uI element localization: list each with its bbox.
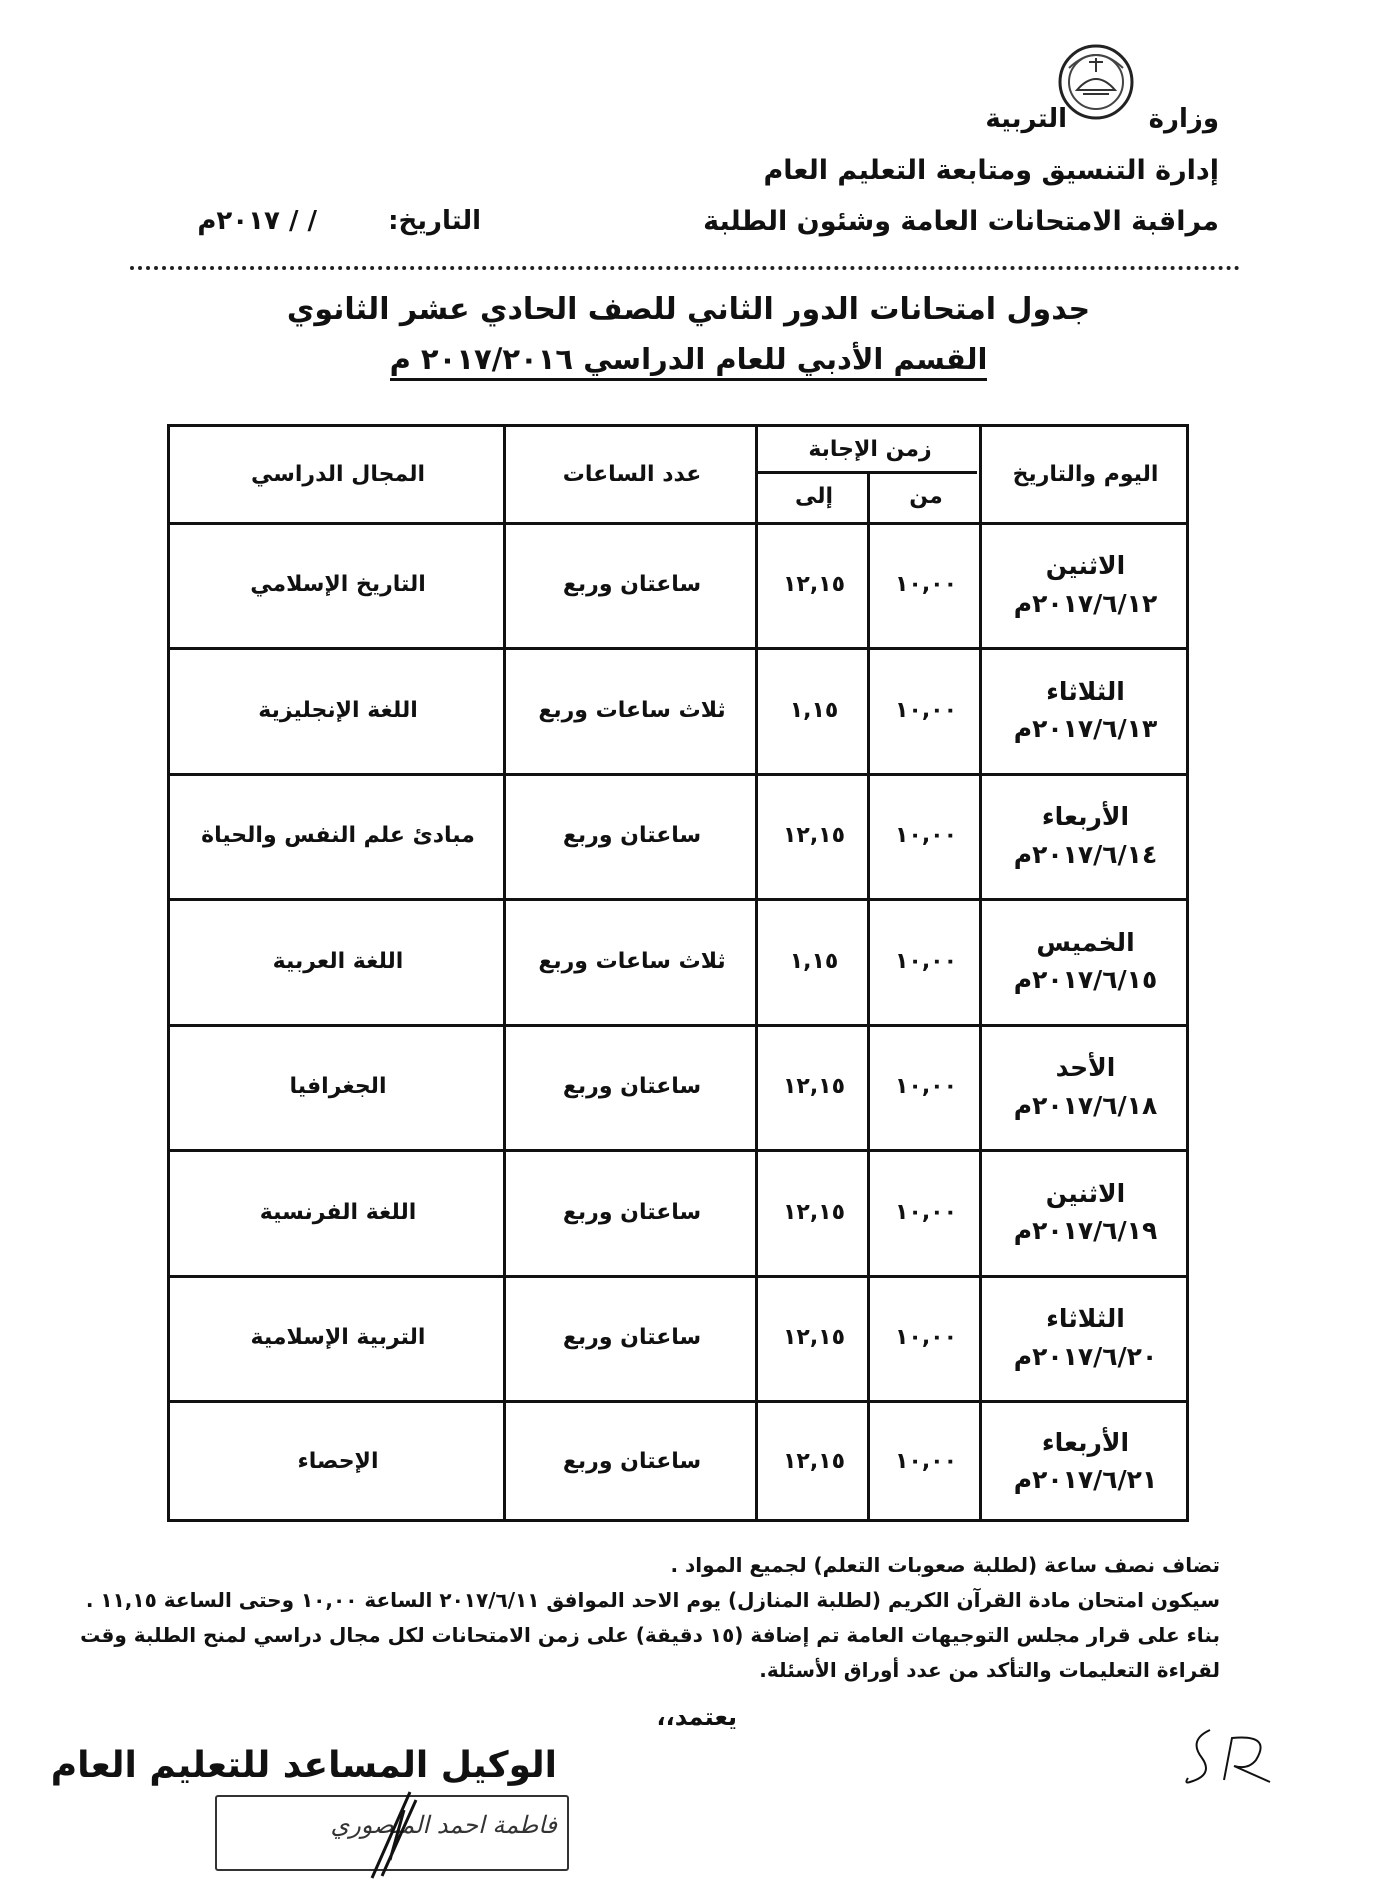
time-from: ١٠,٠٠	[894, 1074, 958, 1099]
day-name: الثلاثاء	[1046, 1304, 1125, 1333]
hours-count: ساعتان وربع	[562, 1448, 702, 1474]
day-name: الاثنين	[1045, 551, 1126, 580]
day-name: الاثنين	[1045, 1178, 1126, 1208]
ministry-name: التربية	[985, 104, 1067, 134]
page-subtitle: القسم الأدبي للعام الدراسي ٢٠١٧/٢٠١٦ م	[390, 342, 988, 381]
time-to: ١,١٥	[789, 697, 839, 723]
table-row-day-date	[982, 1275, 1189, 1400]
control-office-name: مراقبة الامتحانات العامة وشئون الطلبة	[703, 206, 1219, 237]
table-row-day-date	[982, 522, 1189, 647]
exam-date: ٢٠١٧/٦/١٣م	[1013, 714, 1158, 743]
table-row-day-date	[982, 1400, 1189, 1522]
exam-date: ٢٠١٧/٦/١٥م	[1013, 965, 1158, 994]
hours-count: ثلاث ساعات وربع	[538, 697, 726, 723]
time-from: ١٠,٠٠	[894, 1325, 958, 1350]
table-row-day-date	[982, 1149, 1189, 1275]
time-from: ١٠,٠٠	[894, 948, 958, 974]
note-learning-difficulties: تضاف نصف ساعة (لطلبة صعوبات التعلم) لجميع المواد .	[670, 1553, 1220, 1577]
subject-name: التربية الإسلامية	[250, 1325, 426, 1350]
exam-date: ٢٠١٧/٦/٢٠م	[1013, 1341, 1158, 1371]
time-to: ١٢,١٥	[782, 1448, 846, 1474]
kuwait-emblem-icon	[1055, 38, 1137, 126]
hours-count: ساعتان وربع	[562, 1074, 702, 1099]
date-label: التاريخ:	[388, 206, 481, 236]
day-name: الأربعاء	[1041, 1427, 1130, 1457]
subject-name: الإحصاء	[297, 1448, 379, 1474]
hours-count: ساعتان وربع	[562, 572, 702, 597]
hours-count: ساعتان وربع	[562, 823, 702, 848]
day-name: الخميس	[1036, 927, 1135, 957]
time-from: ١٠,٠٠	[894, 1448, 958, 1474]
department-name: إدارة التنسيق ومتابعة التعليم العام	[763, 155, 1219, 186]
time-to: ١٢,١٥	[782, 572, 846, 597]
ministry-label: وزارة	[1148, 104, 1219, 134]
exam-date: ٢٠١٧/٦/١٢م	[1013, 588, 1158, 618]
time-to: ١,١٥	[789, 948, 839, 974]
subject-name: التاريخ الإسلامي	[250, 572, 426, 597]
page-title: جدول امتحانات الدور الثاني للصف الحادي عشر الثانوي	[286, 292, 1091, 327]
hours-count: ساعتان وربع	[562, 1325, 702, 1350]
note-extra-time: بناء على قرار مجلس التوجيهات العامة تم إضافة (١٥ دقيقة) على زمن الامتحانات لكل مجال دراسي لمنح الطلبة وقت	[80, 1623, 1220, 1647]
time-from: ١٠,٠٠	[894, 572, 958, 597]
table-row-day-date	[982, 898, 1189, 1024]
signature-scribble-icon	[360, 1790, 420, 1880]
dotted-divider	[130, 266, 1240, 270]
subject-name: اللغة الفرنسية	[259, 1199, 417, 1225]
header-to: إلى	[794, 484, 834, 509]
exam-schedule-table	[167, 424, 1189, 1522]
table-row-day-date	[982, 647, 1189, 773]
exam-date: ٢٠١٧/٦/١٩م	[1013, 1216, 1158, 1245]
stamp-name: فاطمة احمد المنصوري	[330, 1811, 557, 1839]
header-from: من	[909, 484, 943, 509]
date-value: / / ٢٠١٧م	[197, 206, 317, 236]
time-from: ١٠,٠٠	[894, 823, 958, 848]
signer-title: الوكيل المساعد للتعليم العام	[50, 1745, 557, 1786]
table-row-day-date	[982, 1024, 1189, 1149]
subject-name: مبادئ علم النفس والحياة	[201, 823, 475, 848]
initials-signature-icon	[1180, 1720, 1280, 1795]
header-answer-time: زمن الإجابة	[808, 436, 932, 462]
note-quran-exam: سيكون امتحان مادة القرآن الكريم (لطلبة المنازل) يوم الاحد الموافق ٢٠١٧/٦/١١ الساعة ١٠,٠٠ وحتى الساعة ١١,١٥ .	[85, 1588, 1220, 1612]
time-from: ١٠,٠٠	[894, 1199, 958, 1225]
exam-date: ٢٠١٧/٦/١٤م	[1013, 839, 1158, 869]
day-name: الأحد	[1055, 1053, 1116, 1082]
subject-name: الجغرافيا	[289, 1074, 387, 1099]
table-row-day-date	[982, 773, 1189, 898]
time-from: ١٠,٠٠	[894, 697, 958, 723]
subtitle-wrap	[0, 342, 1377, 381]
time-to: ١٢,١٥	[782, 1325, 846, 1350]
day-name: الثلاثاء	[1046, 676, 1125, 706]
exam-date: ٢٠١٧/٦/١٨م	[1013, 1090, 1158, 1120]
hours-count: ساعتان وربع	[562, 1199, 702, 1225]
subject-name: اللغة الإنجليزية	[258, 697, 418, 723]
approval-label: يعتمد،،	[656, 1703, 737, 1731]
subject-name: اللغة العربية	[272, 948, 404, 974]
header-subject: المجال الدراسي	[250, 462, 426, 487]
note-extra-time-cont: لقراءة التعليمات والتأكد من عدد أوراق الأسئلة.	[759, 1658, 1220, 1682]
exam-date: ٢٠١٧/٦/٢١م	[1013, 1465, 1158, 1494]
time-to: ١٢,١٥	[782, 823, 846, 848]
header-day-date: اليوم والتاريخ	[1012, 462, 1159, 487]
time-to: ١٢,١٥	[782, 1074, 846, 1099]
header-hours: عدد الساعات	[562, 462, 702, 487]
hours-count: ثلاث ساعات وربع	[538, 948, 726, 974]
time-to: ١٢,١٥	[782, 1199, 846, 1225]
day-name: الأربعاء	[1041, 802, 1130, 831]
